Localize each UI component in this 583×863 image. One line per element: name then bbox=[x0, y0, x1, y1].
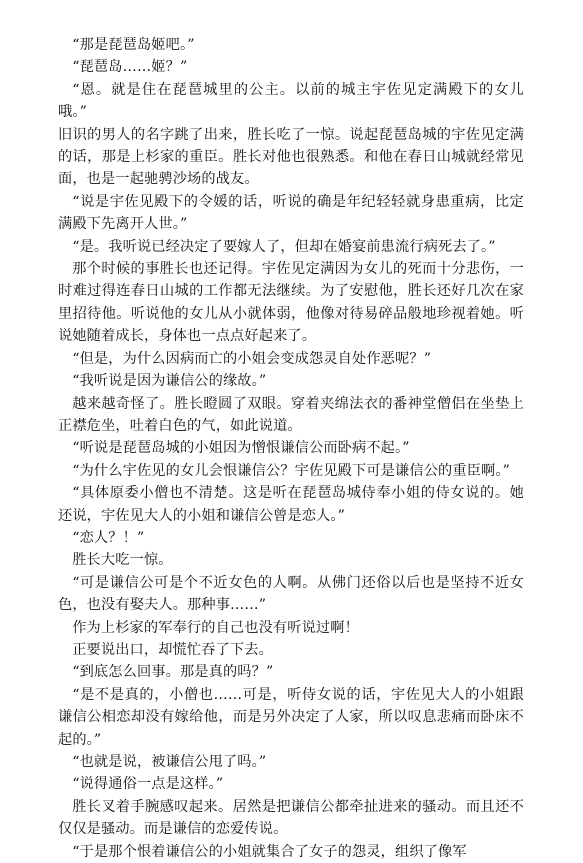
paragraph: “说是宇佐见殿下的令媛的话，听说的确是年纪轻轻就身患重病，比定满殿下先离开人世。” bbox=[58, 193, 524, 233]
paragraph: “是。我听说已经决定了要嫁人了，但却在婚宴前患流行病死去了。” bbox=[72, 238, 496, 255]
paragraph: “可是谦信公可是个不近女色的人啊。从佛门还俗以后也是坚持不近女色，也没有娶夫人。那种事……” bbox=[58, 574, 524, 614]
paragraph: “为什么宇佐见的女儿会恨谦信公？宇佐见殿下可是谦信公的重臣啊。” bbox=[72, 462, 511, 479]
paragraph: “说得通俗一点是这样。” bbox=[72, 776, 224, 793]
paragraph: “琵琶岛……姬？” bbox=[72, 59, 188, 76]
paragraph: 胜长大吃一惊。 bbox=[72, 552, 173, 569]
text-column bbox=[58, 34, 524, 863]
paragraph: 旧识的男人的名字跳了出来，胜长吃了一惊。说起琵琶岛城的宇佐见定满的话，那是上杉家的重臣。胜长对他也很熟悉。和他在春日山城就经常见面，也是一起驰骋沙场的战友。 bbox=[58, 126, 524, 188]
paragraph: 胜长叉着手腕感叹起来。居然是把谦信公都牵扯进来的骚动。而且还不仅仅是骚动。而是谦信的恋爱传说。 bbox=[58, 798, 524, 838]
paragraph: “具体原委小僧也不清楚。这是听在琵琶岛城侍奉小姐的侍女说的。她还说，宇佐见大人的小姐和谦信公曾是恋人。” bbox=[58, 485, 524, 524]
paragraph: “于是那个恨着谦信公的小姐就集合了女子的怨灵，组织了像军 bbox=[72, 843, 467, 860]
paragraph: “但是，为什么因病而亡的小姐会变成怨灵自处作恶呢？” bbox=[72, 350, 432, 367]
paragraph: “是不是真的，小僧也……可是，听侍女说的话，宇佐见大人的小姐跟谦信公相恋却没有嫁给他，而是另外决定了人家，所以叹息悲痛而卧床不起的。” bbox=[58, 686, 524, 748]
paragraph: “听说是琵琶岛城的小姐因为憎恨谦信公而卧病不起。” bbox=[72, 440, 410, 457]
paragraph: 那个时候的事胜长也还记得。宇佐见定满因为女儿的死而十分悲伤，一时难过得连春日山城的工作都无法继续。为了安慰他，胜长还好几次在家里招待他。听说他的女儿从小就体弱，他像对待易碎品般地珍视着她。听说她随着成长，身体也一点点好起来了。 bbox=[58, 261, 524, 345]
paragraph: 作为上杉家的军奉行的自己也没有听说过啊！ bbox=[72, 619, 359, 636]
paragraph: “恋人？！” bbox=[72, 529, 145, 546]
paragraph: “到底怎么回事。那是真的吗？” bbox=[72, 664, 274, 681]
paragraph: “恩。就是住在琵琶城里的公主。以前的城主宇佐见定满殿下的女儿哦。” bbox=[58, 81, 524, 121]
paragraph: 正要说出口，却慌忙吞了下去。 bbox=[72, 641, 273, 658]
paragraph: “也就是说，被谦信公甩了吗。” bbox=[72, 754, 267, 770]
paragraph: “那是琵琶岛姬吧。” bbox=[72, 37, 195, 53]
paragraph: 越来越奇怪了。胜长瞪圆了双眼。穿着夹绵法衣的番神堂僧侣在坐垫上正襟危坐，吐着白色的气，如此说道。 bbox=[58, 395, 524, 434]
paragraph: “我听说是因为谦信公的缘故。” bbox=[72, 373, 267, 390]
